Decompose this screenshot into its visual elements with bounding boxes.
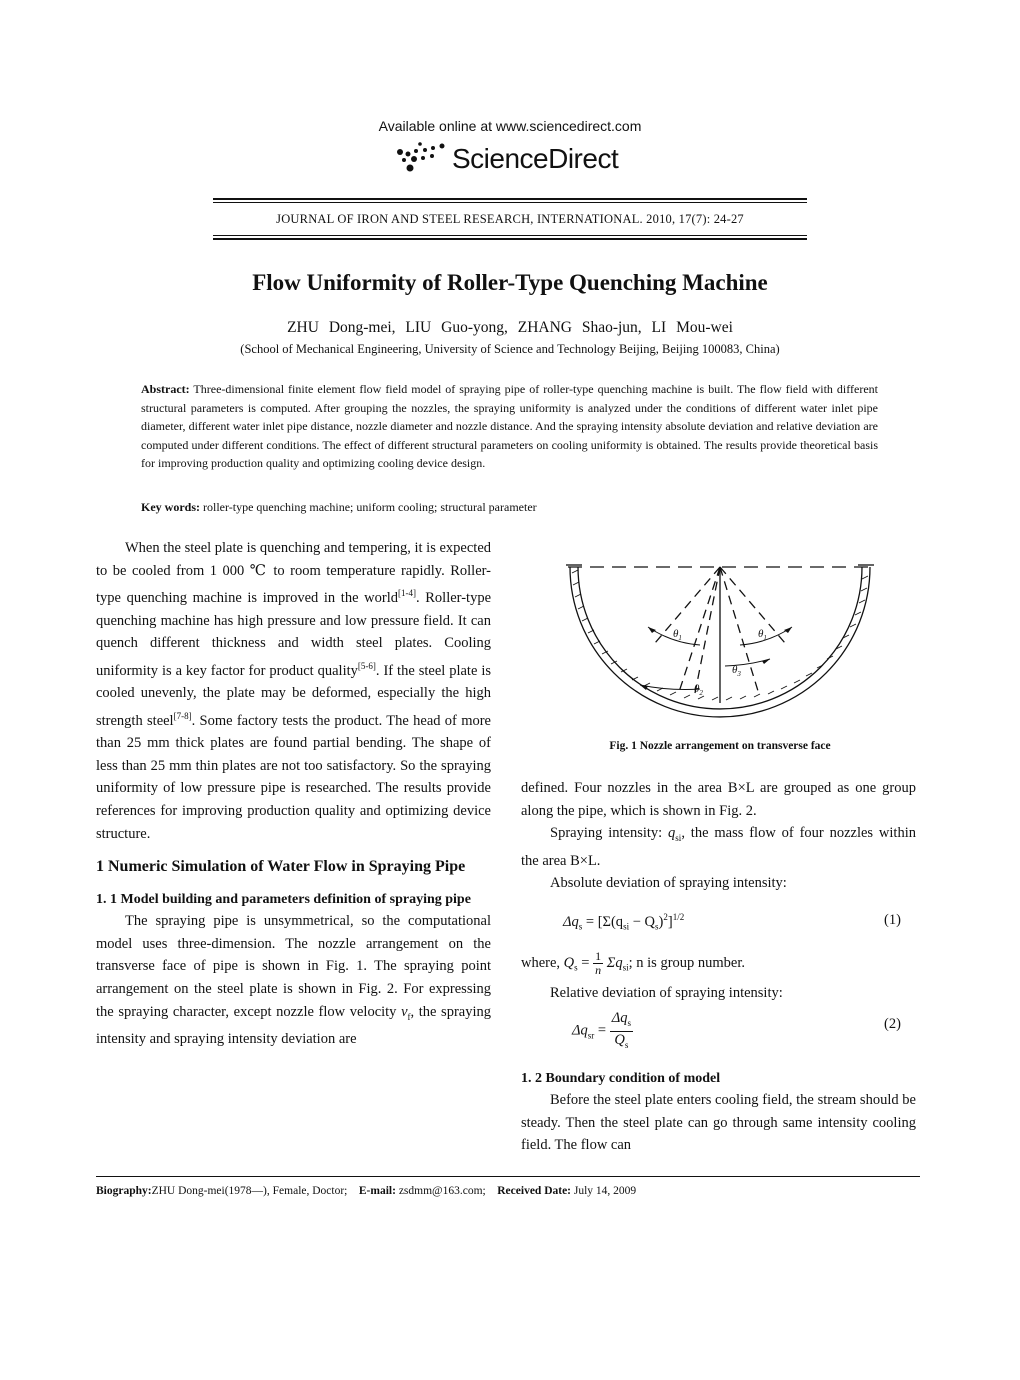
right-paragraph-2 — [521, 822, 916, 872]
sciencedirect-wordmark: ScienceDirect — [452, 143, 619, 174]
available-online-text: Available online at www.sciencedirect.com — [378, 118, 642, 134]
where-Q-sub: s — [574, 962, 578, 973]
section-1-heading: 1 Numeric Simulation of Water Flow in Spraying Pipe — [96, 858, 466, 876]
ref-7-8: [7-8] — [173, 710, 192, 721]
eq2-lhs-sub: sr — [587, 1030, 595, 1041]
velocity-symbol: v — [401, 1003, 408, 1020]
journal-line: JOURNAL OF IRON AND STEEL RESEARCH, INTERNATIONAL. 2010, 17(7): 24-27 — [276, 212, 744, 226]
footer-rule — [96, 1176, 920, 1177]
figure-1-diagram — [560, 553, 880, 718]
abstract-label: Abstract: — [141, 382, 190, 396]
velocity-subscript: f — [407, 1011, 411, 1022]
theta-1-right-label: $\theta_1$ — [758, 628, 767, 642]
intro-text-1: When the steel plate is quenching and tempering, it is expected to be cooled from 1 000 ℃ to room temperature rapidly. Roller-type quenching machine is improved in the world — [96, 540, 492, 607]
affiliation: (School of Mechanical Engineering, University of Science and Technology Beijing, Beijing 100083, China) — [240, 342, 780, 356]
keywords-label: Key words: — [141, 500, 200, 514]
relative-deviation-block — [521, 982, 916, 1005]
eq2-bot-sub: s — [624, 1039, 629, 1050]
right-column — [521, 777, 916, 895]
eq2-fraction — [610, 1010, 633, 1053]
section-1-2-body: Before the steel plate enters cooling field, the stream should be steady. Then the steel plate can go through same intensity cooling field. The flow can — [521, 1092, 916, 1154]
where-rest: ; n is group number. — [628, 954, 746, 971]
eq1-part4: ] — [667, 913, 673, 930]
header-rule-top-thin — [213, 202, 807, 203]
figure-1-caption: Fig. 1 Nozzle arrangement on transverse face — [609, 740, 831, 752]
equation-2-number: (2) — [884, 1016, 901, 1032]
eq2-top-sub: s — [627, 1017, 631, 1028]
relative-deviation-label: Relative deviation of spraying intensity: — [550, 985, 783, 1001]
received-date-label: Received Date: — [497, 1185, 572, 1197]
keywords — [141, 500, 878, 515]
abstract-text: Three-dimensional finite element flow field model of spraying pipe of roller-type quenching machine is built. The flow field with different structural parameters is computed. After grouping the nozzles, the spraying uniformity is analyzed under the conditions of different water inlet pipe diameter, different water inlet pipe distance, nozzle diameter and nozzle distance. And the spraying intensity absolute deviation and relative deviation are computed under different conditions. The effect of different structural parameters on cooling uniformity is obtained. The results provide theoretical basis for improving production quality and optimizing cooling device design. — [141, 382, 878, 470]
eq1-part3: ) — [658, 913, 664, 930]
where-sum: Σq — [606, 954, 623, 971]
where-label: where, — [521, 954, 561, 971]
email-label: E-mail: — [358, 1185, 396, 1197]
eq2-equals: = — [594, 1022, 610, 1039]
keywords-text: roller-type quenching machine; uniform cooling; structural parameter — [200, 500, 537, 514]
section-1-2-heading: 1. 2 Boundary condition of model — [521, 1071, 721, 1086]
email-text: zsdmm@163.com; — [398, 1185, 486, 1197]
intro-text-3: . If the steel plate is cooled unevenly, the plate may be deformed, especially the high strength steel — [96, 662, 492, 729]
where-frac-top: 1 — [595, 949, 602, 963]
eq2-lhs: Δq — [572, 1022, 588, 1039]
received-date-text: July 14, 2009 — [573, 1185, 637, 1197]
eq1-sub2: si — [623, 921, 630, 932]
where-Q: Q — [563, 954, 575, 971]
q-si-subscript: si — [675, 833, 682, 844]
eq1-sup: 2 — [663, 912, 668, 922]
q-si-symbol: q — [668, 825, 676, 842]
equation-2 — [572, 1010, 633, 1053]
section-1-1-heading: 1. 1 Model building and parameters definition of spraying pipe — [96, 892, 471, 908]
ref-5-6: [5-6] — [357, 660, 376, 671]
eq1-sub3: s — [654, 921, 659, 932]
footnote — [96, 1185, 936, 1197]
spraying-intensity-desc: , the mass flow of four nozzles within the area B×L. — [521, 825, 916, 869]
paper-title: Flow Uniformity of Roller-Type Quenching Machine — [252, 270, 768, 295]
where-frac-bot: n — [595, 963, 602, 977]
theta-3-label: $\theta_3$ — [732, 664, 741, 678]
section-1-2-block — [521, 1068, 916, 1157]
eq2-top: Δq — [611, 1010, 628, 1026]
theta-2-label: $\theta_2$ — [694, 683, 703, 697]
intro-text-2: . Roller-type quenching machine has high pressure and low pressure field. It can quench different thickness and width steel plates. Cooling uniformity is a key factor for product quality — [96, 590, 492, 679]
header-rule-bottom — [213, 238, 807, 240]
eq1-lhs: Δq — [563, 913, 579, 930]
biography-text: ZHU Dong-mei(1978—), Female, Doctor; — [151, 1185, 348, 1197]
left-column — [96, 537, 491, 1051]
theta-1-left-label: $\theta_1$ — [673, 628, 682, 642]
absolute-deviation-label: Absolute deviation of spraying intensity: — [550, 875, 787, 892]
author-list: ZHU Dong-mei, LIU Guo-yong, ZHANG Shao-jun, LI Mou-wei — [287, 319, 733, 336]
sciencedirect-logo-icon — [392, 138, 452, 180]
eq1-sup2: 1/2 — [672, 912, 685, 922]
section-1-1-text: The spraying pipe is unsymmetrical, so the computational model uses three-dimension. The nozzle arrangement on the transverse face of pipe is shown in Fig. 1. The spraying point arrangement on the steel plate is shown in Fig. 2. For expressing the spraying character, except nozzle flow velocity — [96, 913, 491, 1020]
header-rule-top — [213, 198, 807, 200]
where-fraction — [593, 950, 603, 977]
equation-1-number: (1) — [884, 912, 901, 928]
abstract — [141, 380, 878, 473]
right-paragraph-1: defined. Four nozzles in the area B×L are grouped as one group along the pipe, which is shown in Fig. 2. — [521, 780, 916, 819]
section-1-1-body — [96, 910, 491, 1050]
intro-text-4: . Some factory tests the product. The head of more than 25 mm thick plates are found partial bending. The shape of less than 25 mm thin plates are not too satisfactory. So the spraying uniformity of low pressure pipe is researched. The results provide references for improving production quality and optimizing device structure. — [96, 712, 491, 842]
equation-1 — [563, 912, 684, 932]
eq1-part: = [Σ(q — [582, 913, 624, 930]
intro-paragraph — [96, 537, 491, 845]
where-line: where, $Q_s$ = $\frac{1}{n}$ $\Sigma q_{si}$; n is group number. — [521, 949, 746, 977]
ref-1-4: [1-4] — [398, 588, 416, 599]
where-sum-sub: si — [622, 962, 629, 973]
eq1-part2: − Q — [629, 913, 655, 930]
spraying-intensity-label: Spraying intensity: — [550, 825, 669, 842]
section-1-1-text-end: , the spraying intensity and spraying intensity deviation are — [96, 1003, 491, 1048]
eq1-lhs-sub: s — [578, 921, 583, 932]
header-rule-bottom-thin — [213, 235, 807, 236]
eq2-bot: Q — [614, 1031, 625, 1048]
biography-label: Biography: — [96, 1185, 152, 1197]
